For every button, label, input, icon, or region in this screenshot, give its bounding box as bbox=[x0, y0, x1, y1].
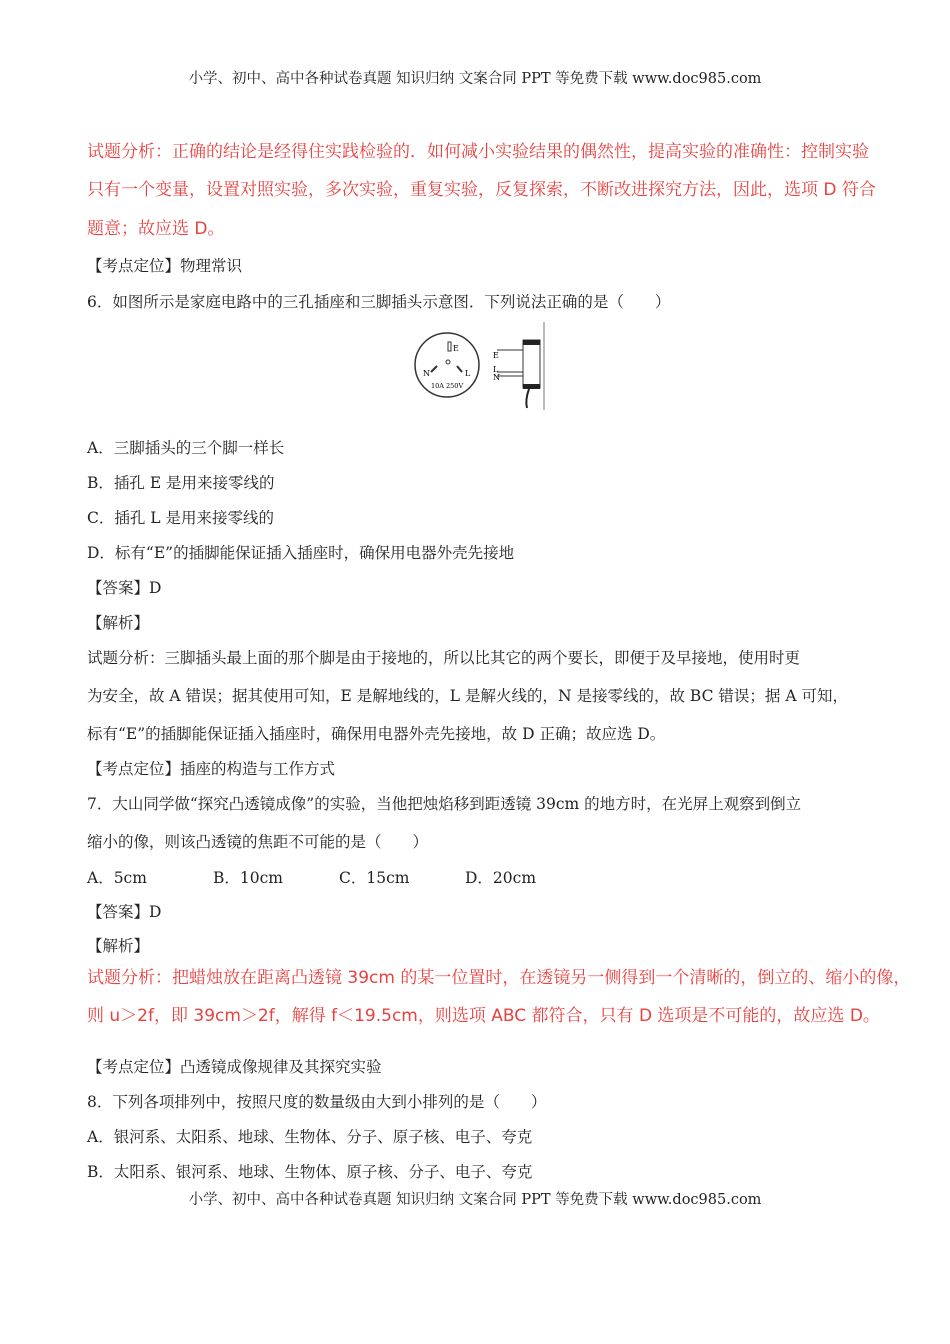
q7-analysis-line: 试题分析：把蜡烛放在距离凸透镜 39cm 的某一位置时，在透镜另一侧得到一个清晰的，倒立的、缩小的像， bbox=[87, 968, 911, 988]
svg-text:E: E bbox=[493, 351, 499, 360]
q7-options bbox=[87, 868, 591, 888]
svg-text:L: L bbox=[493, 365, 499, 374]
q5-analysis-line: 只有一个变量，设置对照实验，多次实验，重复实验，反复探索，不断改进探究方法，因此，选项 D 符合 bbox=[87, 180, 876, 200]
plug-body bbox=[523, 340, 540, 388]
svg-text:N: N bbox=[493, 373, 500, 382]
q6-analysis-line: 试题分析：三脚插头最上面的那个脚是由于接地的，所以比其它的两个要长，即便于及早接地，使用时更 bbox=[87, 649, 801, 667]
q6-analysis-line: 标有“E”的插脚能保证插入插座时，确保用电器外壳先接地，故 D 正确；故应选 D。 bbox=[87, 725, 666, 743]
q8-option-a: A．银河系、太阳系、地球、生物体、分子、原子核、电子、夸克 bbox=[87, 1128, 533, 1146]
q6-option-a: A．三脚插头的三个脚一样长 bbox=[87, 439, 285, 457]
q7-analysis-title: 【解析】 bbox=[87, 937, 150, 955]
page-header: 小学、初中、高中各种试卷真题 知识归纳 文案合同 PPT 等免费下载 www.doc985.com bbox=[188, 71, 762, 87]
q8-stem: 8．下列各项排列中，按照尺度的数量级由大到小排列的是（ ） bbox=[87, 1093, 547, 1111]
q7-stem-line: 缩小的像，则该凸透镜的焦距不可能的是（ ） bbox=[87, 833, 429, 851]
q6-analysis-title: 【解析】 bbox=[87, 614, 150, 632]
q7-answer: 【答案】D bbox=[87, 903, 162, 921]
q8-option-b: B．太阳系、银河系、地球、生物体、原子核、分子、电子、夸克 bbox=[87, 1163, 533, 1181]
q7-analysis-line: 则 u＞2f，即 39cm＞2f，解得 f＜19.5cm，则选项 ABC 都符合，只有 D 选项是不可能的，故应选 D。 bbox=[87, 1006, 880, 1026]
q6-option-c: C．插孔 L 是用来接零线的 bbox=[87, 509, 275, 527]
q6-analysis-line: 为安全，故 A 错误；据其使用可知，E 是解地线的，L 是解火线的，N 是接零线的，故 BC 错误；据 A 可知， bbox=[87, 687, 848, 705]
q6-answer: 【答案】D bbox=[87, 579, 162, 597]
q5-analysis-line: 试题分析：正确的结论是经得住实践检验的．如何减小实验结果的偶然性，提高实验的准确性：控制实验 bbox=[87, 142, 869, 162]
q7-option-b: B．10cm bbox=[213, 869, 283, 887]
page-footer: 小学、初中、高中各种试卷真题 知识归纳 文案合同 PPT 等免费下载 www.doc985.com bbox=[188, 1192, 762, 1208]
label-l: L bbox=[465, 369, 471, 378]
rating-label: 10A 250V bbox=[431, 382, 464, 390]
q7-option-c: C．15cm bbox=[339, 869, 410, 887]
q6-knowledge-point: 【考点定位】插座的构造与工作方式 bbox=[87, 760, 336, 778]
q7-option-a: A．5cm bbox=[87, 869, 147, 887]
q7-stem-line: 7．大山同学做“探究凸透镜成像”的实验，当他把烛焰移到距透镜 39cm 的地方时，在光屏上观察到倒立 bbox=[87, 795, 802, 813]
q6-option-d: D．标有“E”的插脚能保证插入插座时，确保用电器外壳先接地 bbox=[87, 544, 515, 562]
q7-option-d: D．20cm bbox=[465, 869, 537, 887]
q7-knowledge-point: 【考点定位】凸透镜成像规律及其探究实验 bbox=[87, 1058, 382, 1076]
q5-analysis-line: 题意；故应选 D。 bbox=[87, 219, 225, 239]
label-n: N bbox=[423, 369, 430, 378]
q6-option-b: B．插孔 E 是用来接零线的 bbox=[87, 474, 275, 492]
q6-stem: 6．如图所示是家庭电路中的三孔插座和三脚插头示意图．下列说法正确的是（ ） bbox=[87, 293, 671, 311]
socket-hole-e bbox=[448, 342, 451, 351]
socket-plug-figure bbox=[405, 322, 550, 410]
label-e: E bbox=[453, 344, 459, 353]
q5-knowledge-point: 【考点定位】物理常识 bbox=[87, 257, 243, 275]
